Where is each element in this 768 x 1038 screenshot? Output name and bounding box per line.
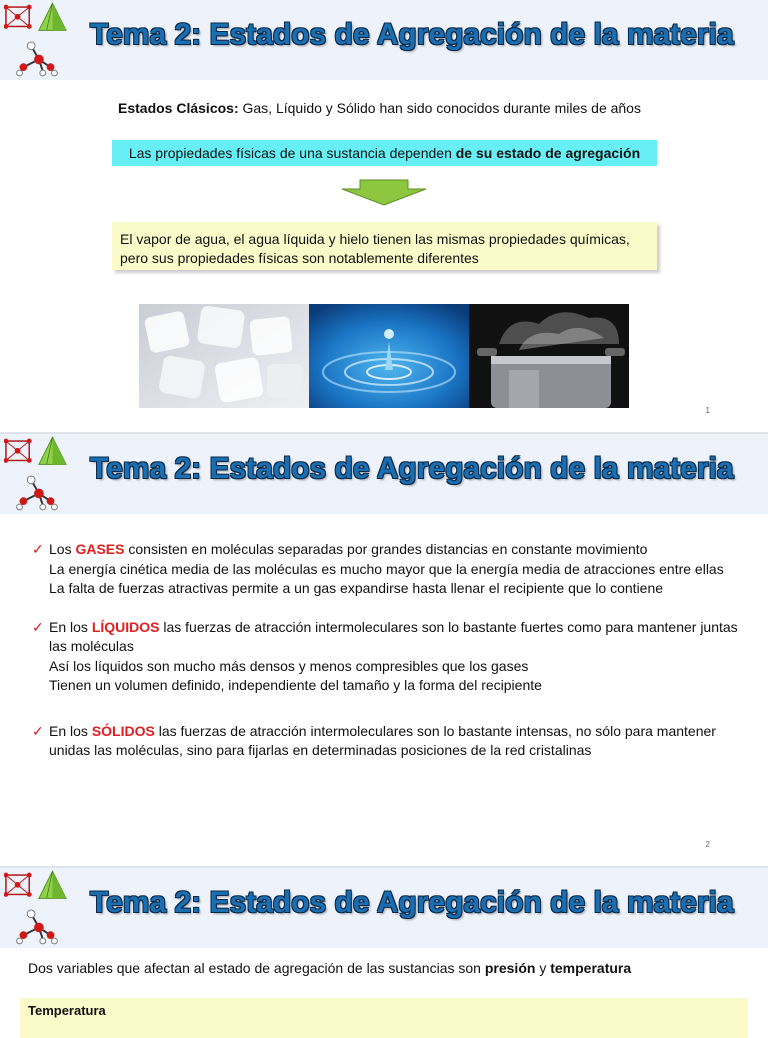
bullet-liquids bbox=[32, 618, 740, 696]
key-term: LÍQUIDOS bbox=[91, 618, 160, 635]
bullet-pre: Los bbox=[49, 541, 76, 557]
slide-title: Tema 2: Estados de Agregación de la materia bbox=[90, 18, 734, 51]
check-icon: ✓ bbox=[32, 722, 44, 739]
variables-pre: Dos variables que afectan al estado de agregación de las sustancias son bbox=[28, 960, 485, 976]
note-line: El vapor de agua, el agua líquida y hielo tienen las mismas propiedades químicas, bbox=[120, 231, 630, 247]
variables-mid: y bbox=[535, 960, 551, 976]
bullet-text: las fuerzas de atracción intermoleculares son lo bastante intensas, no sólo para mantener unidas las moléculas, sino para fijarlas en determinadas posiciones de la red cristalinas bbox=[49, 722, 716, 758]
bullet-line: Así los líquidos son mucho más densos y menos compresibles que los gases bbox=[49, 657, 529, 674]
bullet-pre: En los bbox=[49, 722, 92, 739]
ice-photo bbox=[139, 304, 309, 408]
key-term: GASES bbox=[75, 541, 125, 557]
bullet-text: consisten en moléculas separadas por grandes distancias en constante movimiento bbox=[124, 541, 648, 557]
highlight-bold: de su estado de agregación bbox=[455, 145, 641, 161]
key-term: SÓLIDOS bbox=[91, 722, 155, 739]
variables-text bbox=[28, 960, 631, 976]
variable-temperature: temperatura bbox=[550, 960, 632, 976]
bullet-solids bbox=[32, 722, 740, 761]
highlight-box bbox=[112, 140, 657, 166]
bullet-text: las fuerzas de atracción intermoleculares son lo bastante fuertes como para mantener juntas las moléculas bbox=[49, 618, 738, 654]
bullet-line: Tienen un volumen definido, independiente del tamaño y la forma del recipiente bbox=[49, 677, 542, 693]
slide-3 bbox=[0, 868, 768, 1024]
chemistry-logo-icon bbox=[4, 436, 68, 514]
steaming-pot-photo bbox=[469, 304, 629, 408]
bullet-pre: En los bbox=[49, 618, 92, 635]
temperature-heading: Temperatura bbox=[28, 1003, 106, 1018]
slide-header bbox=[0, 0, 768, 80]
variable-pressure: presión bbox=[484, 960, 536, 976]
bullet-line: La energía cinética media de las moléculas es mucho mayor que la energía media de atracciones entre ellas bbox=[49, 560, 724, 577]
slide-1 bbox=[0, 0, 768, 432]
intro-text bbox=[118, 100, 641, 116]
slide-2 bbox=[0, 434, 768, 866]
note-box bbox=[112, 222, 657, 270]
chemistry-logo-icon bbox=[4, 2, 68, 80]
bullet-gases bbox=[32, 540, 740, 599]
temperature-box bbox=[20, 998, 748, 1038]
bullet-line: La falta de fuerzas atractivas permite a un gas expandirse hasta llenar el recipiente que lo contiene bbox=[49, 580, 664, 596]
page-number: 2 bbox=[705, 840, 710, 849]
intro-bold: Estados Clásicos: bbox=[118, 100, 239, 116]
slide-header bbox=[0, 868, 768, 948]
down-arrow-icon bbox=[340, 179, 430, 207]
chemistry-logo-icon bbox=[4, 870, 68, 948]
slide-title: Tema 2: Estados de Agregación de la materia bbox=[90, 452, 734, 485]
intro-rest: Gas, Líquido y Sólido han sido conocidos durante miles de años bbox=[238, 100, 641, 116]
slide-title: Tema 2: Estados de Agregación de la materia bbox=[90, 886, 734, 919]
bullet-list bbox=[32, 540, 740, 780]
check-icon: ✓ bbox=[32, 618, 44, 635]
highlight-text: Las propiedades físicas de una sustancia dependen bbox=[128, 145, 456, 161]
page-number: 1 bbox=[705, 406, 710, 415]
states-photos bbox=[139, 304, 629, 408]
check-icon: ✓ bbox=[32, 541, 44, 557]
slide-header bbox=[0, 434, 768, 514]
water-drop-photo bbox=[309, 304, 469, 408]
note-line: pero sus propiedades físicas son notablemente diferentes bbox=[120, 250, 479, 266]
